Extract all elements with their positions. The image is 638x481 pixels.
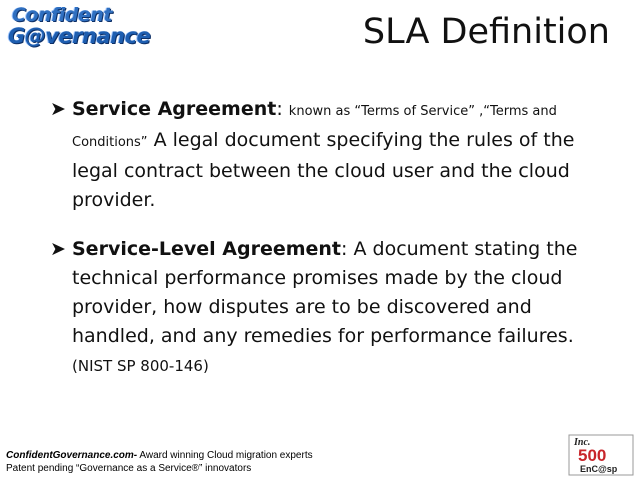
bullet-text: [50, 95, 618, 215]
bullet-service-level-agreement: [50, 235, 618, 381]
footer-line-1: [6, 449, 313, 462]
logo-line-confident: Confident: [12, 4, 112, 26]
bullet-body: A document stating the technical performance promises made by the cloud provider, how disputes are to be discovered and handled, and any remedies for performance failures.: [72, 238, 578, 347]
footer-tagline: Award winning Cloud migration experts: [137, 450, 313, 461]
slide-title: SLA Definition: [362, 12, 610, 52]
badge-inc-text: Inc.: [574, 437, 591, 448]
logo-line-governance: G@vernance: [8, 24, 151, 48]
bullet-colon: :: [341, 238, 348, 260]
bullet-term: Service-Level Agreement: [72, 238, 342, 260]
arrow-bullet-icon: ➤: [50, 98, 66, 120]
badge-500-text: 500: [578, 446, 607, 465]
arrow-bullet-icon: ➤: [50, 238, 66, 260]
bullet-service-agreement: [50, 95, 618, 215]
bullet-body: A legal document specifying the rules of the legal contract between the cloud user and the cloud provider.: [72, 129, 575, 211]
inc-500-badge-graphic: [568, 434, 634, 476]
badge-encsp-text: EnC@sp: [580, 464, 618, 474]
footer: [6, 449, 313, 475]
bullet-term: Service Agreement: [72, 98, 277, 120]
confident-governance-logo: [8, 4, 151, 68]
inc-500-badge: [568, 434, 634, 476]
bullet-text: [50, 235, 618, 381]
bullet-colon: :: [276, 98, 283, 120]
footer-line-2: Patent pending “Governance as a Service®” innovators: [6, 463, 252, 474]
bullet-reference: (NIST SP 800-146): [72, 357, 209, 375]
footer-brand: ConfidentGovernance.com-: [6, 450, 138, 461]
bullet-aside: known as “Terms of Service” ,“Terms and Conditions”: [72, 104, 557, 150]
